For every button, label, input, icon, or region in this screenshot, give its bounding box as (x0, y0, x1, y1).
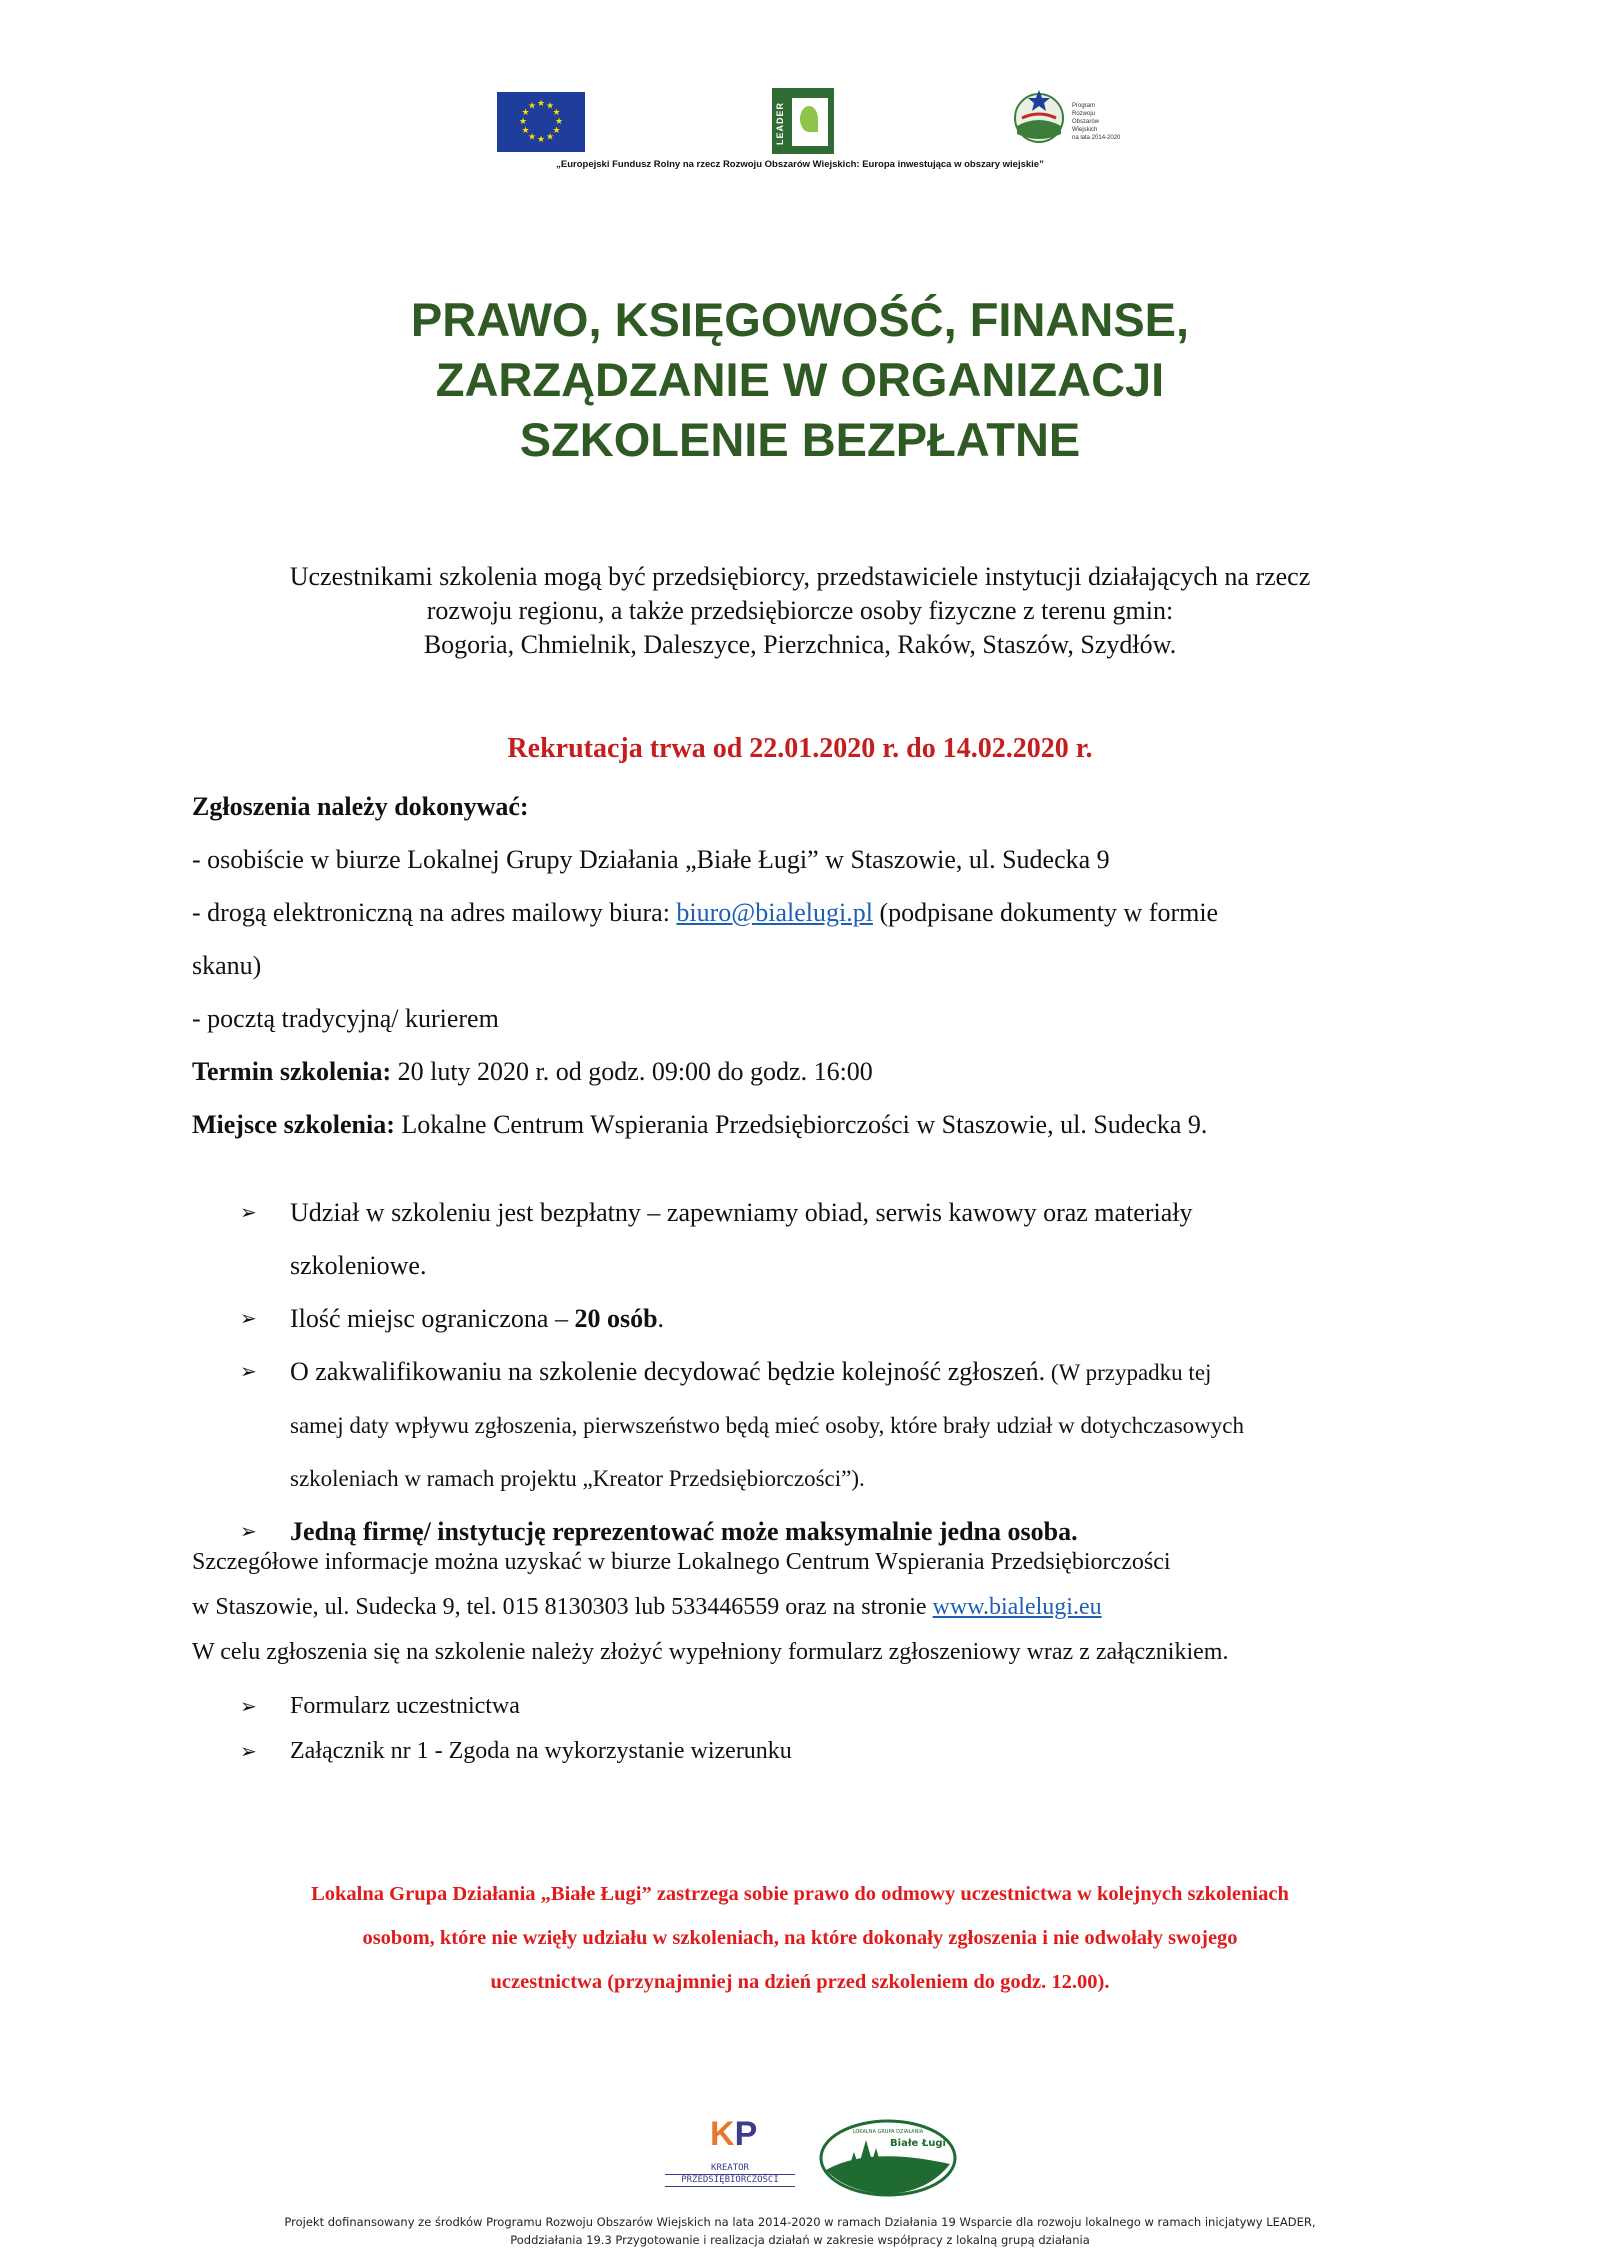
page-title (0, 290, 1600, 470)
title-line-1: PRAWO, KSIĘGOWOŚĆ, FINANSE, (410, 293, 1190, 346)
arrow-bullet-icon: ➢ (240, 1694, 257, 1718)
conditions-list (192, 1186, 1422, 1558)
eu-flag-logo (497, 92, 585, 152)
contact-info: Szczegółowe informacje można uzyskać w biurze Lokalnego Centrum Wspierania Przedsiębiorczości w Staszowie, ul. Sudecka 9, tel. 015 8130303 lub 533446559 oraz na stronie www.bialelugi.eu W celu zgłoszenia się na szkolenie należy złożyć wypełniony formularz zgłoszeniowy wraz z załącznikiem. (192, 1549, 1229, 1665)
training-date: Termin szkolenia: 20 luty 2020 r. od godz. 09:00 do godz. 16:00 (192, 1057, 873, 1086)
footer-funding-note: Projekt dofinansowany ze środków Programu Rozwoju Obszarów Wiejskich na lata 2014-2020 w ramach Działania 19 Wsparcie dla rozwoju lokalnego w ramach inicjatywy LEADER, Poddziałania 19.3 Przygotowanie i realizacja działań w zakresie współpracy z lokalną grupą działania (284, 2215, 1316, 2247)
website-link[interactable]: www.bialelugi.eu (932, 1594, 1102, 1620)
application-method-post: - pocztą tradycyjną/ kurierem (192, 1004, 499, 1033)
application-method-email: - drogą elektroniczną na adres mailowy biura: biuro@bialelugi.pl (podpisane dokumenty w formie (192, 898, 1219, 927)
application-method-office: - osobiście w biurze Lokalnej Grupy Działania „Białe Ługi” w Staszowie, ul. Sudecka 9 (192, 845, 1110, 874)
intro-paragraph: Uczestnikami szkolenia mogą być przedsiębiorcy, przedstawiciele instytucji działających na rzecz rozwoju regionu, a także przedsiębiorcze osoby fizyczne z terenu gmin: Bogoria, Chmielnik, Daleszyce, Pierzchnica, Raków, Staszów, Szydłów. (289, 562, 1311, 659)
header-logos (0, 84, 1600, 194)
list-item: ➢ Jedną firmę/ instytucję reprezentować może maksymalnie jedna osoba. (192, 1505, 1422, 1558)
recruitment-period: Rekrutacja trwa od 22.01.2020 r. do 14.02.2020 r. (507, 733, 1093, 764)
list-item: ➢ Udział w szkoleniu jest bezpłatny – zapewniamy obiad, serwis kawowy oraz materiały szkoleniowe. (192, 1186, 1422, 1292)
leader-logo-text: LEADER (775, 101, 785, 145)
list-item: ➢ Ilość miejsc ograniczona – 20 osób. (192, 1292, 1422, 1345)
arrow-bullet-icon: ➢ (240, 1306, 257, 1330)
leaf-icon (792, 98, 828, 146)
svg-text:★: ★ (545, 101, 555, 112)
leader-logo (772, 88, 834, 154)
email-link[interactable]: biuro@bialelugi.pl (676, 898, 873, 927)
kreator-logo: KP KREATOR PRZEDSIĘBIORCZOŚCI (665, 2115, 795, 2195)
arrow-bullet-icon: ➢ (240, 1519, 257, 1543)
arrow-bullet-icon: ➢ (240, 1200, 257, 1224)
title-line-2: ZARZĄDZANIE W ORGANIZACJI (435, 353, 1165, 406)
svg-text:★: ★ (554, 117, 564, 127)
svg-text:★: ★ (527, 132, 537, 143)
prow-logo (1008, 84, 1070, 146)
eu-stars-icon (497, 92, 585, 152)
arrow-bullet-icon: ➢ (240, 1739, 257, 1763)
prow-logo-text: Program Rozwoju Obszarów Wiejskich na lata 2014-2020 (1072, 103, 1121, 141)
svg-text:★: ★ (518, 117, 528, 127)
svg-text:★: ★ (545, 132, 555, 143)
applications-section (192, 780, 1412, 1151)
list-item: ➢ O zakwalifikowaniu na szkolenie decydować będzie kolejność zgłoszeń. (W przypadku tej samej daty wpływu zgłoszenia, pierwszeństwo będą mieć osoby, które brały udział w dotychczasowych szkoleniach w ramach projektu „Kreator Przedsiębiorczości”). (192, 1345, 1422, 1505)
svg-text:★: ★ (552, 126, 561, 136)
svg-text:LOKALNA GRUPA DZIAŁANIA: LOKALNA GRUPA DZIAŁANIA (852, 2129, 924, 2135)
training-place: Miejsce szkolenia: Lokalne Centrum Wspierania Przedsiębiorczości w Staszowie, ul. Sudecka 9. (192, 1110, 1208, 1139)
application-method-email-cont: skanu) (192, 951, 262, 980)
header-caption: „Europejski Fundusz Rolny na rzecz Rozwoju Obszarów Wiejskich: Europa inwestująca w obszary wiejskie” (556, 159, 1044, 170)
kp-mark: KP (710, 2115, 758, 2153)
title-line-3: SZKOLENIE BEZPŁATNE (519, 413, 1081, 466)
svg-text:★: ★ (536, 135, 546, 145)
svg-text:★: ★ (521, 108, 530, 118)
lgd-biale-lugi-logo (818, 2118, 958, 2198)
disclaimer: Lokalna Grupa Działania „Białe Ługi” zastrzega sobie prawo do odmowy uczestnictwa w kolejnych szkoleniach osobom, które nie wzięły udziału w szkoleniach, na które dokonały zgłoszenia i nie odwołały swojego uczestnictwa (przynajmniej na dzień przed szkoleniem do godz. 12.00). (311, 1883, 1289, 1993)
arrow-bullet-icon: ➢ (240, 1359, 257, 1383)
svg-text:★: ★ (527, 101, 537, 112)
list-item: ➢ Formularz uczestnictwa (192, 1684, 1422, 1729)
svg-text:★: ★ (552, 108, 561, 118)
applications-heading: Zgłoszenia należy dokonywać: (192, 792, 529, 821)
list-item: ➢ Załącznik nr 1 - Zgoda na wykorzystanie wizerunku (192, 1729, 1422, 1774)
svg-text:★: ★ (521, 126, 530, 136)
svg-text:★: ★ (536, 99, 546, 109)
attachments-list (192, 1684, 1422, 1774)
svg-text:Białe Ługi: Białe Ługi (890, 2138, 946, 2149)
